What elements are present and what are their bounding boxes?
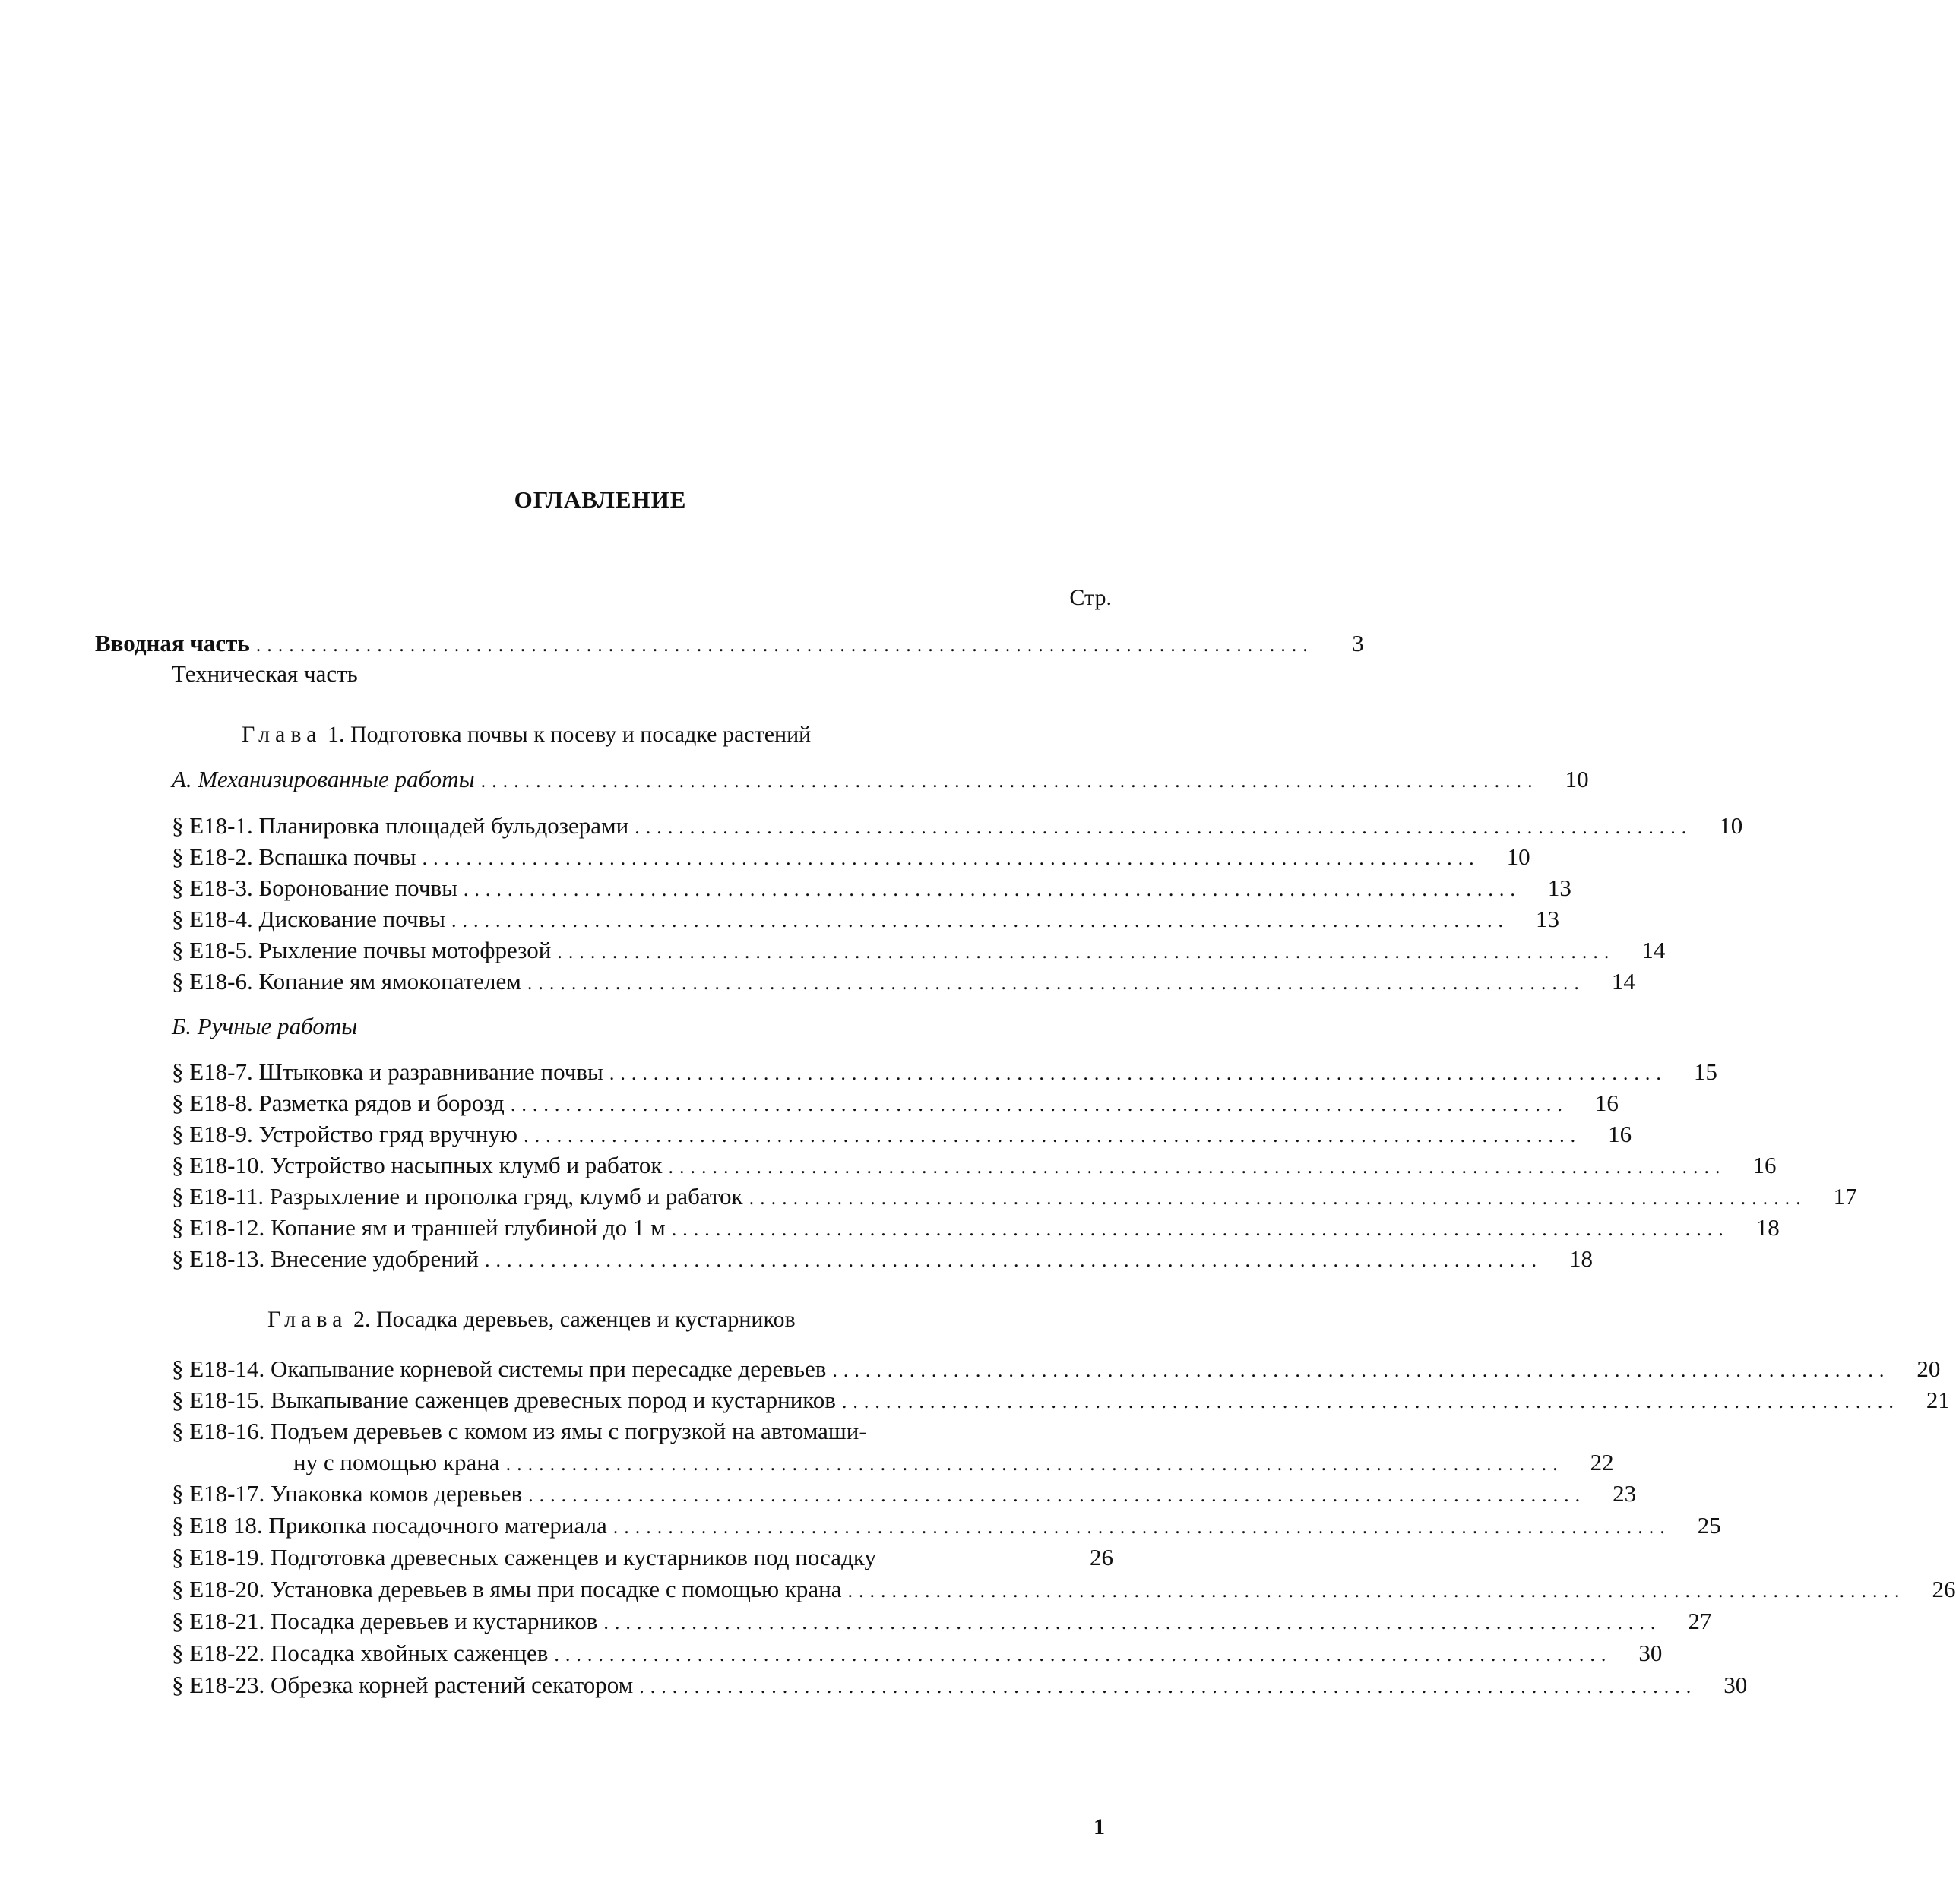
toc-entry[interactable] [172,1637,1663,1669]
toc-entry-page: 3 [1352,630,1364,656]
chapter-word: Глава [267,1307,348,1332]
page-title: ОГЛАВЛЕНИЕ [514,486,687,513]
dot-leader: ................................................................................................ [749,1187,1807,1209]
toc-entry-label: § Е18-7. Штыковка и разравнивание почвы [172,1058,603,1085]
dot-leader: ................................................................................................ [505,1453,1564,1475]
toc-entry[interactable] [172,1384,1950,1416]
dot-leader: ................................................................................................ [635,816,1693,838]
toc-entry-label: § Е18-12. Копание ям и траншей глубиной до 1 м [172,1214,666,1241]
dot-leader: ................................................................................................ [603,1611,1662,1634]
dot-leader: ................................................................................................ [255,634,1314,656]
dot-leader: ................................................................................................ [480,770,1539,792]
toc-entry[interactable] [172,1118,1632,1150]
toc-entry-label: ну с помощью крана [293,1449,500,1475]
toc-entry-page: 16 [1608,1121,1632,1147]
toc-entry-page: 13 [1536,906,1560,932]
toc-entry-page: 27 [1688,1608,1712,1634]
toc-entry-label: § Е18-23. Обрезка корней растений секатором [172,1672,634,1698]
toc-entry[interactable] [172,935,1666,966]
toc-entry-page: 26 [1932,1576,1956,1602]
toc-entry-page: 14 [1611,968,1635,995]
toc-entry[interactable] [172,1056,1717,1088]
toc-entry-page: 16 [1594,1090,1619,1116]
toc-entry-page: 17 [1833,1183,1857,1210]
dot-leader: ................................................................................................ [557,941,1616,963]
toc-entry-page: 22 [1590,1449,1614,1475]
toc-entry[interactable] [172,872,1571,904]
toc-section-a[interactable] [172,764,1589,795]
toc-entry-label: § Е18-11. Разрыхление и прополка гряд, клумб и рабаток [172,1183,743,1210]
toc-entry-label: § Е18-6. Копание ям ямокопателем [172,968,521,995]
dot-leader: ................................................................................................ [668,1156,1727,1178]
toc-entry-page: 30 [1638,1640,1663,1666]
toc-entry-page: 23 [1613,1480,1637,1507]
toc-entry-page: 21 [1926,1387,1950,1413]
toc-entry-label: § Е18-13. Внесение удобрений [172,1245,480,1272]
toc-entry-label: А. Механизированные работы [172,766,475,792]
toc-entry[interactable] [172,1181,1857,1213]
toc-entry[interactable] [172,903,1560,935]
toc-entry-page: 20 [1916,1355,1941,1382]
dot-leader: ................................................................................................ [528,1484,1587,1506]
toc-entry-label: § Е18-22. Посадка хвойных саженцев [172,1640,549,1666]
toc-entry[interactable] [172,1605,1712,1637]
toc-entry-page: 15 [1693,1058,1717,1085]
toc-entry[interactable] [172,1150,1777,1181]
toc-entry-page: 25 [1697,1512,1721,1539]
toc-entry[interactable] [172,1212,1780,1244]
toc-entry-page: 30 [1723,1672,1748,1698]
toc-entry-page: 10 [1565,766,1589,792]
dot-leader: ................................................................................................ [527,972,1585,994]
toc-entry[interactable] [172,810,1743,842]
dot-leader: ................................................................................................ [485,1249,1543,1271]
toc-entry-label: § Е18-5. Рыхление почвы мотофрезой [172,937,552,963]
dot-leader: ................................................................................................ [671,1218,1730,1240]
dot-leader: ................................................................................................ [609,1062,1667,1084]
toc-entry-page: 14 [1641,937,1666,963]
toc-entry-label: § Е18-19. Подготовка древесных саженцев и кустарников под посадку [172,1544,876,1570]
toc-entry-intro[interactable] [95,628,1364,659]
toc-entry[interactable] [172,1353,1941,1385]
dot-leader: ................................................................................................ [554,1643,1613,1665]
toc-entry-page: 26 [1090,1544,1113,1570]
toc-entry-label: § Е18-2. Вспашка почвы [172,843,416,870]
toc-entry[interactable] [172,1669,1748,1701]
chapter-2-heading [267,1304,796,1336]
toc-subentry-technical[interactable]: Техническая часть [172,660,358,687]
toc-entry[interactable] [172,1478,1637,1510]
toc-entry-label: § Е18-15. Выкапывание саженцев древесных пород и кустарников [172,1387,836,1413]
chapter-word: Глава [242,722,322,747]
toc-entry-continuation[interactable] [293,1447,1614,1479]
page-column-header: Стр. [1069,585,1112,610]
chapter-1-heading [242,719,811,751]
toc-entry-label: § Е18 18. Прикопка посадочного материала [172,1512,607,1539]
chapter-title: 2. Посадка деревьев, саженцев и кустарников [347,1307,796,1332]
toc-entry-label: § Е18-14. Окапывание корневой системы при пересадке деревьев [172,1355,827,1382]
toc-entry-page: 10 [1719,812,1743,839]
dot-leader: ................................................................................................ [847,1580,1906,1602]
toc-entry-page: 18 [1755,1214,1780,1241]
toc-entry-page: 10 [1506,843,1530,870]
toc-entry-label: § Е18-4. Дискование почвы [172,906,446,932]
toc-entry[interactable] [172,1573,1956,1605]
toc-entry-page: 13 [1547,875,1571,901]
toc-entry-label: Вводная часть [95,630,250,656]
toc-section-b[interactable]: Б. Ручные работы [172,1013,358,1039]
dot-leader: ................................................................................................ [524,1124,1582,1147]
toc-entry-label: § Е18-17. Упаковка комов деревьев [172,1480,523,1507]
toc-entry-label: § Е18-9. Устройство гряд вручную [172,1121,518,1147]
toc-entry[interactable] [172,1542,1113,1573]
dot-leader: ................................................................................................ [510,1093,1568,1115]
toc-entry-label: § Е18-8. Разметка рядов и борозд [172,1090,505,1116]
toc-entry[interactable] [172,966,1635,998]
page-number: 1 [1094,1814,1105,1839]
toc-entry-label: § Е18-3. Боронование почвы [172,875,457,901]
toc-entry[interactable] [172,1510,1721,1542]
toc-entry-label: § Е18-10. Устройство насыпных клумб и рабаток [172,1152,663,1178]
dot-leader: ................................................................................................ [463,878,1521,900]
toc-entry-label: § Е18-21. Посадка деревьев и кустарников [172,1608,598,1634]
dot-leader: ................................................................................................ [832,1359,1891,1381]
toc-entry-label: § Е18-1. Планировка площадей бульдозерами [172,812,629,839]
dot-leader: ................................................................................................ [639,1675,1698,1697]
dot-leader: ................................................................................................ [841,1390,1900,1412]
toc-entry[interactable] [172,1087,1619,1119]
dot-leader: ................................................................................................ [451,909,1510,931]
toc-entry-page: 18 [1569,1245,1594,1272]
dot-leader: ................................................................................................ [612,1516,1671,1538]
chapter-title: 1. Подготовка почвы к посеву и посадке растений [321,722,812,747]
toc-entry[interactable] [172,1243,1594,1275]
toc-entry-page: 16 [1752,1152,1777,1178]
toc-entry[interactable] [172,841,1530,873]
dot-leader: ................................................................................................ [422,847,1480,869]
toc-entry-label: § Е18-20. Установка деревьев в ямы при посадке с помощью крана [172,1576,842,1602]
toc-entry-line1[interactable]: § Е18-16. Подъем деревьев с комом из ямы с погрузкой на автомаши- [172,1418,867,1444]
